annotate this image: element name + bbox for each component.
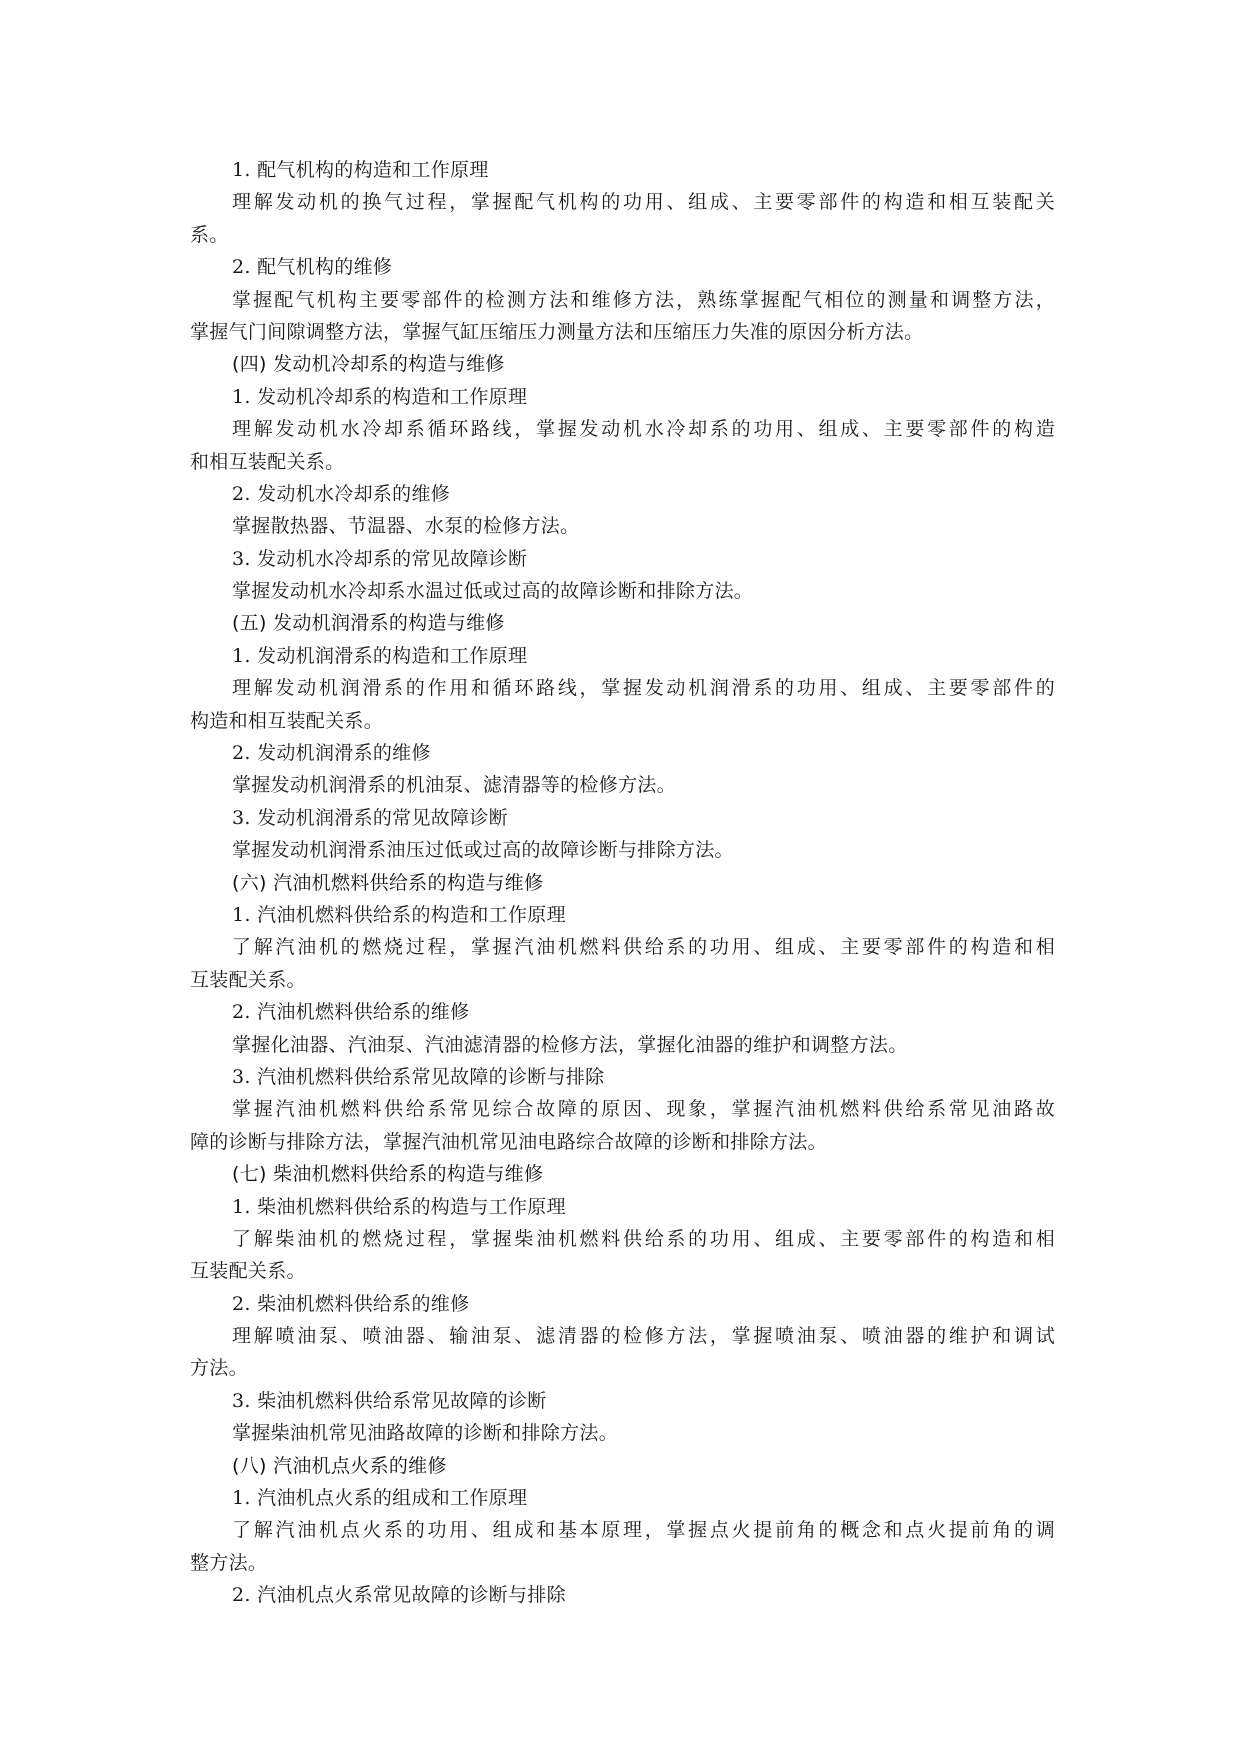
text-line: 掌握散热器、节温器、水泵的检修方法。 (232, 515, 580, 538)
text-line: 3. 发动机水冷却系的常见故障诊断 (232, 547, 528, 570)
text-line: 障的诊断与排除方法，掌握汽油机常见油电路综合故障的诊断和排除方法。 (190, 1130, 827, 1153)
text-line: 系。 (190, 223, 229, 246)
text-line: 掌握柴油机常见油路故障的诊断和排除方法。 (232, 1422, 619, 1445)
text-line: 了解汽油机点火系的功用、组成和基本原理，掌握点火提前角的概念和点火提前角的调 (232, 1519, 1055, 1542)
text-line: 理解发动机水冷却系循环路线，掌握发动机水冷却系的功用、组成、主要零部件的构造 (232, 418, 1055, 441)
text-line: 1. 汽油机燃料供给系的构造和工作原理 (232, 903, 566, 926)
text-line: 2. 汽油机燃料供给系的维修 (232, 1001, 470, 1024)
text-line: 1. 汽油机点火系的组成和工作原理 (232, 1487, 528, 1510)
text-line: 1. 发动机润滑系的构造和工作原理 (232, 644, 528, 667)
text-line: 2. 配气机构的维修 (232, 256, 393, 279)
text-line: 整方法。 (190, 1551, 268, 1574)
text-line: 理解发动机润滑系的作用和循环路线，掌握发动机润滑系的功用、组成、主要零部件的 (232, 677, 1055, 700)
text-line: 掌握气门间隙调整方法，掌握气缸压缩压力测量方法和压缩压力失准的原因分析方法。 (190, 320, 924, 343)
section-heading: (四) 发动机冷却系的构造与维修 (232, 353, 505, 376)
text-line: 1. 发动机冷却系的构造和工作原理 (232, 385, 528, 408)
text-line: 1. 配气机构的构造和工作原理 (232, 159, 489, 181)
text-line: 互装配关系。 (190, 968, 306, 991)
text-line: 3. 汽油机燃料供给系常见故障的诊断与排除 (232, 1065, 605, 1088)
text-line: 方法。 (190, 1357, 248, 1380)
section-heading: (五) 发动机润滑系的构造与维修 (232, 612, 505, 635)
section-heading: (六) 汽油机燃料供给系的构造与维修 (232, 871, 544, 894)
text-line: 3. 发动机润滑系的常见故障诊断 (232, 806, 508, 829)
text-line: 掌握配气机构主要零部件的检测方法和维修方法，熟练掌握配气相位的测量和调整方法， (232, 288, 1055, 311)
text-line: 2. 发动机润滑系的维修 (232, 742, 431, 765)
text-line: 掌握发动机润滑系的机油泵、滤清器等的检修方法。 (232, 774, 676, 797)
document-body (190, 154, 1055, 1612)
text-line: 2. 发动机水冷却系的维修 (232, 482, 451, 505)
text-line: 2. 柴油机燃料供给系的维修 (232, 1292, 470, 1315)
section-heading: (七) 柴油机燃料供给系的构造与维修 (232, 1163, 544, 1186)
text-line: 2. 汽油机点火系常见故障的诊断与排除 (232, 1584, 566, 1607)
text-line: 理解发动机的换气过程，掌握配气机构的功用、组成、主要零部件的构造和相互装配关 (232, 191, 1055, 214)
text-line: 互装配关系。 (190, 1260, 306, 1283)
text-line: 构造和相互装配关系。 (190, 709, 384, 732)
text-line: 理解喷油泵、喷油器、输油泵、滤清器的检修方法，掌握喷油泵、喷油器的维护和调试 (232, 1325, 1055, 1348)
text-line: 和相互装配关系。 (190, 450, 345, 473)
text-line: 掌握发动机润滑系油压过低或过高的故障诊断与排除方法。 (232, 839, 734, 862)
text-line: 了解柴油机的燃烧过程，掌握柴油机燃料供给系的功用、组成、主要零部件的构造和相 (232, 1227, 1055, 1250)
text-line: 掌握发动机水冷却系水温过低或过高的故障诊断和排除方法。 (232, 580, 754, 603)
text-line: 1. 柴油机燃料供给系的构造与工作原理 (232, 1195, 566, 1218)
section-heading: (八) 汽油机点火系的维修 (232, 1454, 447, 1477)
text-line: 掌握汽油机燃料供给系常见综合故障的原因、现象，掌握汽油机燃料供给系常见油路故 (232, 1098, 1055, 1121)
text-line: 了解汽油机的燃烧过程，掌握汽油机燃料供给系的功用、组成、主要零部件的构造和相 (232, 936, 1055, 959)
text-line: 3. 柴油机燃料供给系常见故障的诊断 (232, 1389, 547, 1412)
text-line: 掌握化油器、汽油泵、汽油滤清器的检修方法，掌握化油器的维护和调整方法。 (232, 1033, 908, 1056)
